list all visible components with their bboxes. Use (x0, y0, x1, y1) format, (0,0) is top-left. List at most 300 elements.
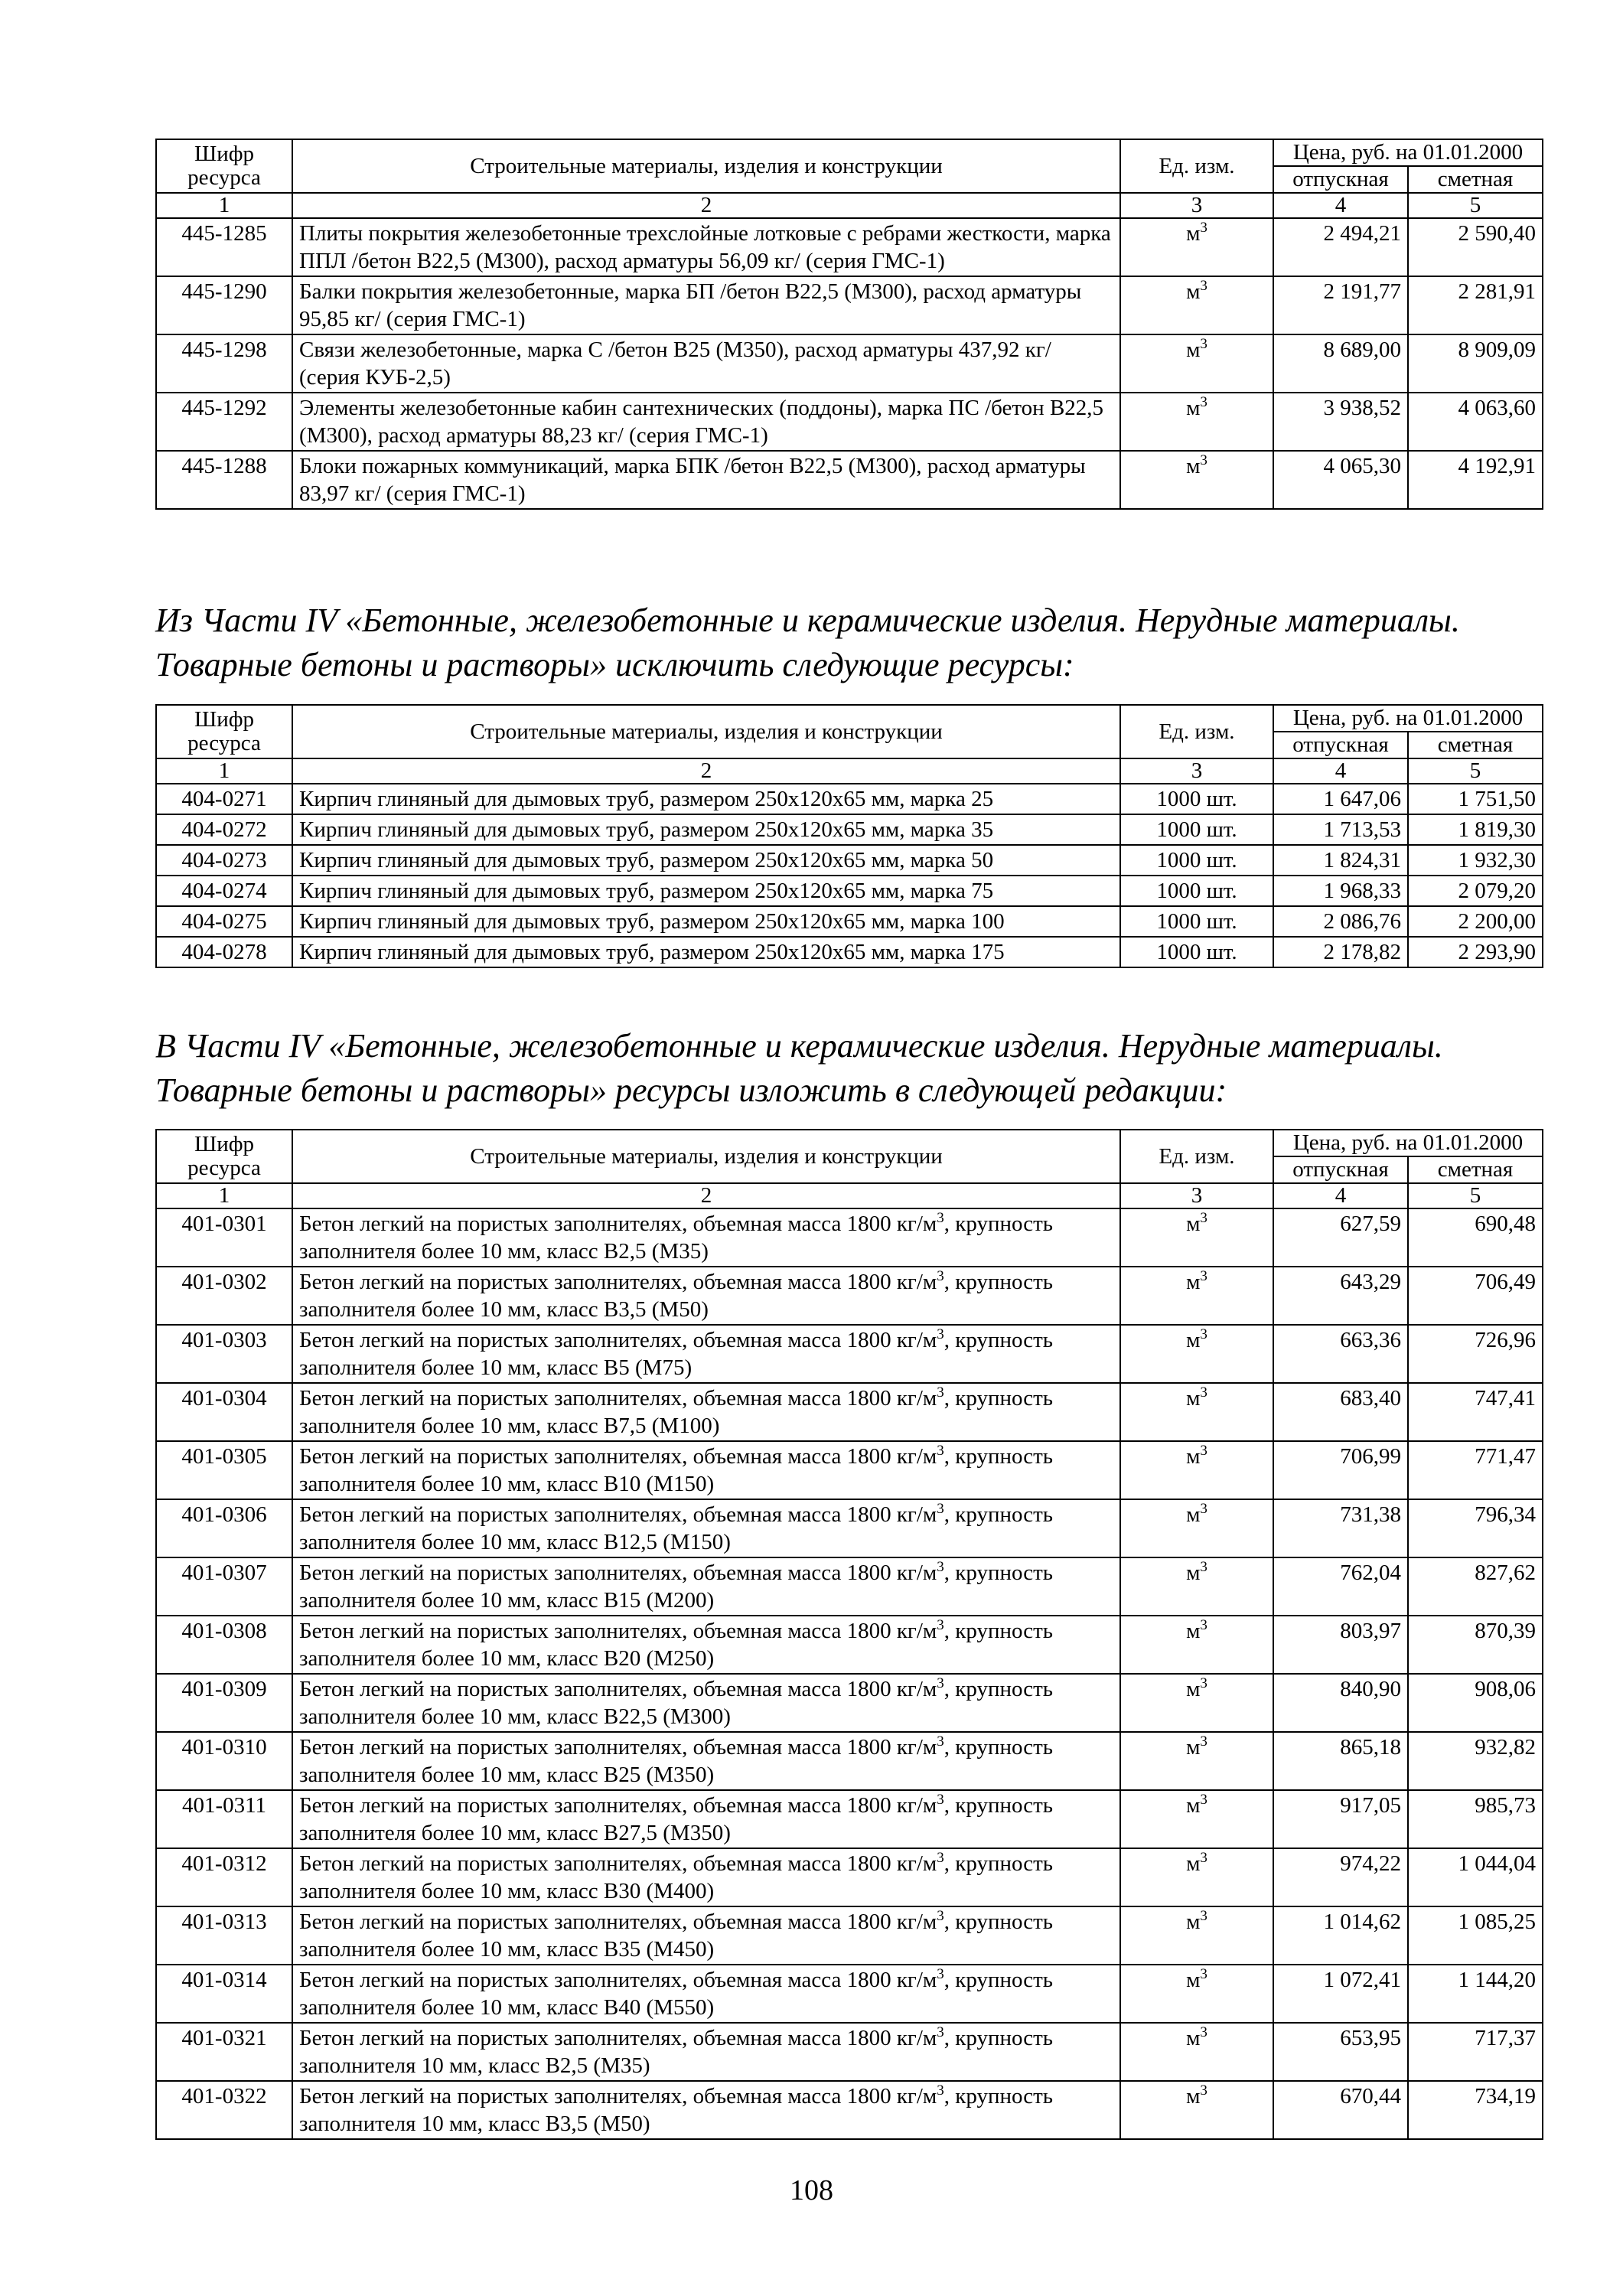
section-heading-revise: В Части IV «Бетонные, железобетонные и керамические изделия. Нерудные материалы. Товарные бетоны и растворы» ресурсы изложить в следующей редакции: (155, 1027, 1443, 1109)
unit-text: м (1186, 1851, 1201, 1876)
superscript: 3 (1200, 1210, 1207, 1226)
resource-unit (1120, 2081, 1273, 2139)
section-heading-exclude: Из Части IV «Бетонные, железобетонные и керамические изделия. Нерудные материалы. Товарные бетоны и растворы» исключить следующие ресурсы: (155, 602, 1460, 683)
price-estimate: 1 932,30 (1408, 845, 1543, 876)
price-release: 627,59 (1273, 1208, 1408, 1267)
resource-code: 401-0302 (156, 1267, 292, 1325)
price-release: 1 968,33 (1273, 876, 1408, 906)
header-price: Цена, руб. на 01.01.2000 (1273, 1130, 1543, 1156)
header-unit: Ед. изм. (1120, 1130, 1273, 1183)
resource-code: 401-0322 (156, 2081, 292, 2139)
resource-name (292, 1616, 1120, 1674)
resource-unit (1120, 845, 1273, 876)
resource-name-part: Бетон легкий на пористых заполнителях, объемная масса 1800 кг/м (299, 1677, 937, 1701)
resource-name: Кирпич глиняный для дымовых труб, размером 250х120х65 мм, марка 75 (292, 876, 1120, 906)
superscript: 3 (1200, 1850, 1207, 1866)
resource-unit (1120, 1325, 1273, 1383)
unit-text: м (1186, 2084, 1201, 2108)
unit-text: м (1186, 338, 1201, 362)
table-header (156, 1130, 1543, 1208)
resource-name: Кирпич глиняный для дымовых труб, размером 250х120х65 мм, марка 50 (292, 845, 1120, 876)
price-estimate: 1 044,04 (1408, 1848, 1543, 1906)
resource-name (292, 1848, 1120, 1906)
superscript: 3 (1200, 220, 1207, 236)
table-row (156, 1557, 1543, 1616)
header-unit: Ед. изм. (1120, 139, 1273, 193)
price-estimate: 1 751,50 (1408, 784, 1543, 814)
resource-name: Связи железобетонные, марка С /бетон В25 (М350), расход арматуры 437,92 кг/ (серия КУБ-2,5) (292, 334, 1120, 393)
resource-name: Элементы железобетонные кабин сантехнических (поддоны), марка ПС /бетон В22,5 (М300), расход арматуры 88,23 кг/ (серия ГМС-1) (292, 393, 1120, 451)
resource-name-part: , крупность заполнителя более 10 мм, класс В22,5 (М300) (299, 1677, 1053, 1729)
unit-text: м (1186, 1561, 1201, 1585)
unit-text: 1000 шт. (1156, 787, 1237, 811)
price-release: 2 086,76 (1273, 906, 1408, 937)
resource-code: 401-0312 (156, 1848, 292, 1906)
price-release: 3 938,52 (1273, 393, 1408, 451)
resource-unit (1120, 1383, 1273, 1441)
table-row (156, 1616, 1543, 1674)
price-estimate: 4 192,91 (1408, 451, 1543, 509)
superscript: 3 (937, 1908, 944, 1924)
superscript: 3 (937, 1792, 944, 1808)
superscript: 3 (937, 1559, 944, 1575)
price-estimate: 1 085,25 (1408, 1906, 1543, 1965)
resource-unit (1120, 906, 1273, 937)
resource-name-part: , крупность заполнителя более 10 мм, класс В7,5 (М100) (299, 1386, 1053, 1438)
resource-name-part: Бетон легкий на пористых заполнителях, объемная масса 1800 кг/м (299, 1968, 937, 1992)
resource-name: Плиты покрытия железобетонные трехслойные лотковые с ребрами жесткости, марка ППЛ /бетон В22,5 (М300), расход арматуры 56,09 кг/ (серия ГМС-1) (292, 218, 1120, 276)
table-row (156, 814, 1543, 845)
superscript: 3 (937, 1850, 944, 1866)
resource-name-part: Бетон легкий на пористых заполнителях, объемная масса 1800 кг/м (299, 1851, 937, 1876)
column-number: 3 (1120, 193, 1273, 218)
resource-code: 404-0272 (156, 814, 292, 845)
price-estimate: 1 819,30 (1408, 814, 1543, 845)
resource-code: 401-0311 (156, 1790, 292, 1848)
resource-code: 401-0309 (156, 1674, 292, 1732)
price-release: 683,40 (1273, 1383, 1408, 1441)
price-estimate: 2 293,90 (1408, 937, 1543, 967)
resource-name-part: , крупность заполнителя 10 мм, класс В3,5 (М50) (299, 2084, 1053, 2136)
resource-name: Балки покрытия железобетонные, марка БП /бетон В22,5 (М300), расход арматуры 95,85 кг/ (серия ГМС-1) (292, 276, 1120, 334)
superscript: 3 (937, 1617, 944, 1633)
price-estimate: 870,39 (1408, 1616, 1543, 1674)
resource-name (292, 1557, 1120, 1616)
resource-unit (1120, 1267, 1273, 1325)
header-price-estimate: сметная (1408, 166, 1543, 193)
table-body (156, 1208, 1543, 2139)
superscript: 3 (1200, 1792, 1207, 1808)
price-release: 706,99 (1273, 1441, 1408, 1499)
resource-name (292, 1965, 1120, 2023)
unit-text: м (1186, 1619, 1201, 1643)
unit-text: м (1186, 1270, 1201, 1294)
superscript: 3 (1200, 394, 1207, 410)
resource-code: 445-1288 (156, 451, 292, 509)
column-number: 1 (156, 1183, 292, 1208)
table-row (156, 276, 1543, 334)
resource-name-part: , крупность заполнителя более 10 мм, класс В20 (М250) (299, 1619, 1053, 1671)
resource-name (292, 1325, 1120, 1383)
resource-name: Кирпич глиняный для дымовых труб, размером 250х120х65 мм, марка 100 (292, 906, 1120, 937)
price-release: 4 065,30 (1273, 451, 1408, 509)
resource-code: 401-0306 (156, 1499, 292, 1557)
unit-text: м (1186, 1735, 1201, 1760)
resource-unit (1120, 276, 1273, 334)
superscript: 3 (937, 1733, 944, 1750)
resource-name (292, 1441, 1120, 1499)
resource-unit (1120, 451, 1273, 509)
header-unit: Ед. изм. (1120, 705, 1273, 758)
resource-code: 401-0303 (156, 1325, 292, 1383)
price-estimate: 796,34 (1408, 1499, 1543, 1557)
price-release: 1 713,53 (1273, 814, 1408, 845)
column-number: 2 (292, 758, 1120, 784)
resource-unit (1120, 1499, 1273, 1557)
resource-code: 401-0314 (156, 1965, 292, 2023)
resource-name-part: , крупность заполнителя более 10 мм, класс В5 (М75) (299, 1328, 1053, 1380)
resource-code: 404-0273 (156, 845, 292, 876)
table-row (156, 1441, 1543, 1499)
price-release: 1 014,62 (1273, 1906, 1408, 1965)
resource-code: 404-0278 (156, 937, 292, 967)
table-row (156, 2023, 1543, 2081)
resource-unit (1120, 1441, 1273, 1499)
resource-unit (1120, 1848, 1273, 1906)
resource-name: Кирпич глиняный для дымовых труб, размером 250х120х65 мм, марка 25 (292, 784, 1120, 814)
resource-unit (1120, 1906, 1273, 1965)
resource-unit (1120, 218, 1273, 276)
table-row (156, 937, 1543, 967)
resource-code: 401-0304 (156, 1383, 292, 1441)
resource-unit (1120, 1732, 1273, 1790)
resource-name-part: , крупность заполнителя более 10 мм, класс В30 (М400) (299, 1851, 1053, 1903)
resource-name (292, 1790, 1120, 1848)
header-price-release: отпускная (1273, 1156, 1408, 1183)
resource-name-part: , крупность заполнителя более 10 мм, класс В25 (М350) (299, 1735, 1053, 1787)
unit-text: м (1186, 2026, 1201, 2050)
header-name: Строительные материалы, изделия и конструкции (292, 705, 1120, 758)
table-row (156, 1499, 1543, 1557)
price-estimate: 1 144,20 (1408, 1965, 1543, 2023)
table-header (156, 139, 1543, 218)
unit-text: м (1186, 1444, 1201, 1469)
superscript: 3 (1200, 1675, 1207, 1691)
superscript: 3 (937, 1675, 944, 1691)
price-estimate: 726,96 (1408, 1325, 1543, 1383)
resource-name: Кирпич глиняный для дымовых труб, размером 250х120х65 мм, марка 35 (292, 814, 1120, 845)
resource-name-part: Бетон легкий на пористых заполнителях, объемная масса 1800 кг/м (299, 1328, 937, 1352)
unit-text: 1000 шт. (1156, 940, 1237, 964)
resource-code: 401-0305 (156, 1441, 292, 1499)
price-estimate: 827,62 (1408, 1557, 1543, 1616)
column-number: 4 (1273, 758, 1408, 784)
price-release: 8 689,00 (1273, 334, 1408, 393)
price-release: 663,36 (1273, 1325, 1408, 1383)
superscript: 3 (1200, 2082, 1207, 2099)
resource-code: 401-0313 (156, 1906, 292, 1965)
resource-name-part: Бетон легкий на пористых заполнителях, объемная масса 1800 кг/м (299, 1386, 937, 1411)
resource-name-part: Бетон легкий на пористых заполнителях, объемная масса 1800 кг/м (299, 2084, 937, 2108)
table-row (156, 1790, 1543, 1848)
price-release: 2 494,21 (1273, 218, 1408, 276)
superscript: 3 (1200, 1443, 1207, 1459)
price-release: 731,38 (1273, 1499, 1408, 1557)
resource-unit (1120, 1616, 1273, 1674)
column-number: 4 (1273, 193, 1408, 218)
price-estimate: 8 909,09 (1408, 334, 1543, 393)
resource-name (292, 1674, 1120, 1732)
resource-name-part: , крупность заполнителя более 10 мм, класс В15 (М200) (299, 1561, 1053, 1613)
superscript: 3 (937, 1501, 944, 1517)
resource-name-part: , крупность заполнителя более 10 мм, класс В12,5 (М150) (299, 1502, 1053, 1554)
resource-name-part: Бетон легкий на пористых заполнителях, объемная масса 1800 кг/м (299, 1910, 937, 1934)
superscript: 3 (1200, 1384, 1207, 1401)
superscript: 3 (937, 1443, 944, 1459)
price-release: 917,05 (1273, 1790, 1408, 1848)
header-name: Строительные материалы, изделия и конструкции (292, 139, 1120, 193)
resource-code: 445-1298 (156, 334, 292, 393)
price-release: 762,04 (1273, 1557, 1408, 1616)
resource-name (292, 1732, 1120, 1790)
resource-name (292, 2023, 1120, 2081)
resource-name: Кирпич глиняный для дымовых труб, размером 250х120х65 мм, марка 175 (292, 937, 1120, 967)
resource-name-part: , крупность заполнителя более 10 мм, класс В3,5 (М50) (299, 1270, 1053, 1322)
resource-name-part: , крупность заполнителя более 10 мм, класс В40 (М550) (299, 1968, 1053, 2020)
price-estimate: 932,82 (1408, 1732, 1543, 1790)
resource-unit (1120, 784, 1273, 814)
unit-text: м (1186, 1793, 1201, 1818)
header-name: Строительные материалы, изделия и конструкции (292, 1130, 1120, 1183)
resource-name (292, 1267, 1120, 1325)
price-estimate: 2 590,40 (1408, 218, 1543, 276)
header-code: Шифр ресурса (156, 705, 292, 758)
superscript: 3 (1200, 2024, 1207, 2040)
table-row (156, 451, 1543, 509)
price-estimate: 706,49 (1408, 1267, 1543, 1325)
superscript: 3 (1200, 1326, 1207, 1342)
price-release: 1 072,41 (1273, 1965, 1408, 2023)
resource-unit (1120, 393, 1273, 451)
resource-table-3 (155, 1129, 1543, 2140)
header-price: Цена, руб. на 01.01.2000 (1273, 139, 1543, 166)
superscript: 3 (937, 1384, 944, 1401)
superscript: 3 (937, 2082, 944, 2099)
resource-unit (1120, 1674, 1273, 1732)
resource-name (292, 1383, 1120, 1441)
unit-text: м (1186, 279, 1201, 304)
price-estimate: 690,48 (1408, 1208, 1543, 1267)
superscript: 3 (1200, 1908, 1207, 1924)
table-row (156, 393, 1543, 451)
column-number: 1 (156, 193, 292, 218)
column-number: 4 (1273, 1183, 1408, 1208)
superscript: 3 (1200, 1733, 1207, 1750)
resource-unit (1120, 2023, 1273, 2081)
table-row (156, 2081, 1543, 2139)
resource-name-part: , крупность заполнителя более 10 мм, класс В10 (М150) (299, 1444, 1053, 1496)
resource-name (292, 2081, 1120, 2139)
table-row (156, 1208, 1543, 1267)
unit-text: 1000 шт. (1156, 817, 1237, 842)
unit-text: м (1186, 1212, 1201, 1236)
resource-name-part: Бетон легкий на пористых заполнителях, объемная масса 1800 кг/м (299, 1444, 937, 1469)
price-release: 1 647,06 (1273, 784, 1408, 814)
unit-text: м (1186, 1968, 1201, 1992)
column-number: 3 (1120, 758, 1273, 784)
superscript: 3 (937, 1326, 944, 1342)
resource-code: 404-0275 (156, 906, 292, 937)
resource-code: 401-0308 (156, 1616, 292, 1674)
superscript: 3 (1200, 1501, 1207, 1517)
price-release: 2 178,82 (1273, 937, 1408, 967)
superscript: 3 (1200, 1617, 1207, 1633)
price-estimate: 908,06 (1408, 1674, 1543, 1732)
header-price-estimate: сметная (1408, 732, 1543, 758)
unit-text: м (1186, 396, 1201, 420)
table-row (156, 1325, 1543, 1383)
header-price-release: отпускная (1273, 166, 1408, 193)
resource-name-part: Бетон легкий на пористых заполнителях, объемная масса 1800 кг/м (299, 1793, 937, 1818)
price-release: 2 191,77 (1273, 276, 1408, 334)
price-release: 670,44 (1273, 2081, 1408, 2139)
table-row (156, 218, 1543, 276)
superscript: 3 (1200, 452, 1207, 468)
column-number: 5 (1408, 193, 1543, 218)
unit-text: м (1186, 1328, 1201, 1352)
resource-name-part: Бетон легкий на пористых заполнителях, объемная масса 1800 кг/м (299, 2026, 937, 2050)
resource-code: 404-0274 (156, 876, 292, 906)
resource-table-1 (155, 139, 1543, 510)
table-row (156, 876, 1543, 906)
price-estimate: 2 200,00 (1408, 906, 1543, 937)
table-row (156, 334, 1543, 393)
resource-name-part: Бетон легкий на пористых заполнителях, объемная масса 1800 кг/м (299, 1561, 937, 1585)
price-estimate: 771,47 (1408, 1441, 1543, 1499)
resource-name-part: Бетон легкий на пористых заполнителях, объемная масса 1800 кг/м (299, 1619, 937, 1643)
table-row (156, 1848, 1543, 1906)
unit-text: м (1186, 1386, 1201, 1411)
unit-text: м (1186, 1910, 1201, 1934)
header-code: Шифр ресурса (156, 1130, 292, 1183)
table-row (156, 1674, 1543, 1732)
page-number: 108 (790, 2174, 833, 2206)
table-body (156, 218, 1543, 509)
table-row (156, 1732, 1543, 1790)
resource-code: 401-0321 (156, 2023, 292, 2081)
unit-text: 1000 шт. (1156, 848, 1237, 872)
column-number: 3 (1120, 1183, 1273, 1208)
resource-name-part: Бетон легкий на пористых заполнителях, объемная масса 1800 кг/м (299, 1735, 937, 1760)
resource-unit (1120, 1965, 1273, 2023)
header-price-release: отпускная (1273, 732, 1408, 758)
table-body (156, 784, 1543, 967)
column-number: 5 (1408, 1183, 1543, 1208)
header-price: Цена, руб. на 01.01.2000 (1273, 705, 1543, 732)
superscript: 3 (1200, 1559, 1207, 1575)
resource-unit (1120, 1790, 1273, 1848)
resource-name (292, 1208, 1120, 1267)
price-estimate: 747,41 (1408, 1383, 1543, 1441)
price-release: 1 824,31 (1273, 845, 1408, 876)
superscript: 3 (937, 2024, 944, 2040)
resource-code: 401-0310 (156, 1732, 292, 1790)
header-code: Шифр ресурса (156, 139, 292, 193)
header-price-estimate: сметная (1408, 1156, 1543, 1183)
table-row (156, 1383, 1543, 1441)
unit-text: м (1186, 221, 1201, 246)
table-row (156, 1965, 1543, 2023)
resource-table-2 (155, 704, 1543, 968)
resource-code: 445-1292 (156, 393, 292, 451)
column-number: 2 (292, 1183, 1120, 1208)
column-number: 5 (1408, 758, 1543, 784)
superscript: 3 (937, 1966, 944, 1982)
price-release: 653,95 (1273, 2023, 1408, 2081)
resource-code: 401-0301 (156, 1208, 292, 1267)
resource-code: 445-1285 (156, 218, 292, 276)
resource-unit (1120, 937, 1273, 967)
superscript: 3 (1200, 278, 1207, 294)
resource-name-part: Бетон легкий на пористых заполнителях, объемная масса 1800 кг/м (299, 1502, 937, 1527)
resource-unit (1120, 814, 1273, 845)
resource-unit (1120, 1557, 1273, 1616)
price-release: 974,22 (1273, 1848, 1408, 1906)
superscript: 3 (937, 1268, 944, 1284)
resource-name-part: , крупность заполнителя более 10 мм, класс В27,5 (М350) (299, 1793, 1053, 1845)
price-release: 865,18 (1273, 1732, 1408, 1790)
superscript: 3 (937, 1210, 944, 1226)
resource-code: 445-1290 (156, 276, 292, 334)
table-row (156, 906, 1543, 937)
price-release: 643,29 (1273, 1267, 1408, 1325)
price-release: 803,97 (1273, 1616, 1408, 1674)
table-row (156, 845, 1543, 876)
unit-text: м (1186, 1502, 1201, 1527)
price-release: 840,90 (1273, 1674, 1408, 1732)
resource-name: Блоки пожарных коммуникаций, марка БПК /бетон В22,5 (М300), расход арматуры 83,97 кг/ (серия ГМС-1) (292, 451, 1120, 509)
resource-name (292, 1906, 1120, 1965)
price-estimate: 734,19 (1408, 2081, 1543, 2139)
unit-text: 1000 шт. (1156, 909, 1237, 934)
column-number: 2 (292, 193, 1120, 218)
resource-code: 401-0307 (156, 1557, 292, 1616)
resource-name-part: Бетон легкий на пористых заполнителях, объемная масса 1800 кг/м (299, 1270, 937, 1294)
table-row (156, 1906, 1543, 1965)
unit-text: м (1186, 454, 1201, 478)
price-estimate: 985,73 (1408, 1790, 1543, 1848)
unit-text: 1000 шт. (1156, 879, 1237, 903)
resource-unit (1120, 876, 1273, 906)
resource-unit (1120, 1208, 1273, 1267)
resource-name-part: , крупность заполнителя 10 мм, класс В2,5 (М35) (299, 2026, 1053, 2078)
resource-name (292, 1499, 1120, 1557)
superscript: 3 (1200, 336, 1207, 352)
price-estimate: 2 281,91 (1408, 276, 1543, 334)
table-header (156, 705, 1543, 784)
superscript: 3 (1200, 1966, 1207, 1982)
price-estimate: 4 063,60 (1408, 393, 1543, 451)
table-row (156, 784, 1543, 814)
resource-name-part: Бетон легкий на пористых заполнителях, объемная масса 1800 кг/м (299, 1212, 937, 1236)
superscript: 3 (1200, 1268, 1207, 1284)
resource-code: 404-0271 (156, 784, 292, 814)
resource-unit (1120, 334, 1273, 393)
resource-name-part: , крупность заполнителя более 10 мм, класс В35 (М450) (299, 1910, 1053, 1962)
table-row (156, 1267, 1543, 1325)
unit-text: м (1186, 1677, 1201, 1701)
price-estimate: 2 079,20 (1408, 876, 1543, 906)
